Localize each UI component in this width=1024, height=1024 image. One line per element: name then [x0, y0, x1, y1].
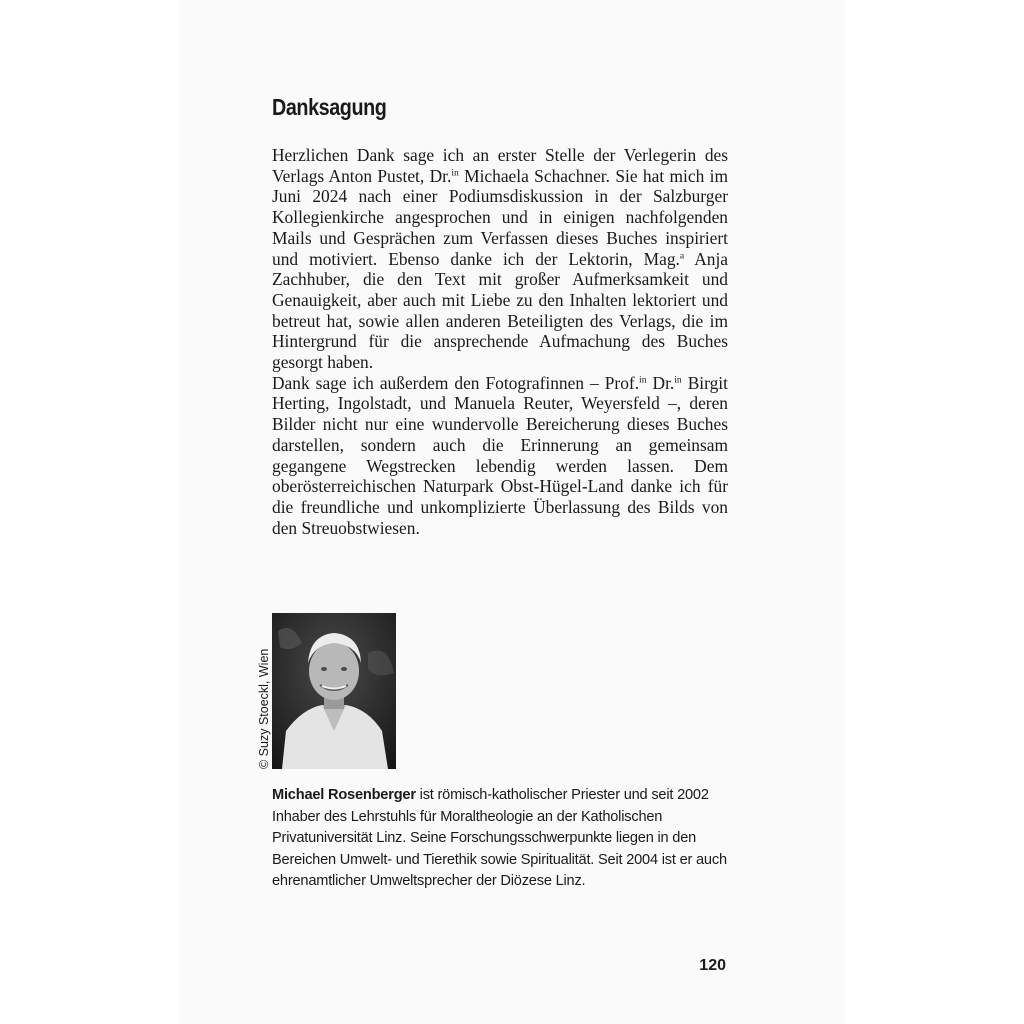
paragraph-2-part-2: Dr. [646, 372, 675, 393]
photo-credit: © Suzy Stoeckl, Wien [257, 648, 271, 769]
superscript: a [679, 249, 685, 261]
superscript: in [639, 374, 647, 386]
acknowledgment-text [272, 145, 728, 538]
paragraph-1-part-3: Anja Zachhuber, die den Text mit großer Aufmerksamkeit und Genauigkeit, aber auch mit Liebe zu den Inhalten lektoriert und betreut hat, sowie allen anderen Beteiligten des Verlags, die im Hintergrund für die ansprechende Aufmachung des Buches gesorgt haben. [272, 248, 728, 373]
paragraph-2-part-1: Dank sage ich außerdem den Fotografinnen – Prof. [272, 372, 640, 393]
superscript: in [451, 167, 459, 179]
author-bio [272, 785, 742, 893]
paragraph-1 [272, 145, 728, 373]
paragraph-2 [272, 373, 728, 539]
page-number: 120 [699, 957, 726, 974]
superscript: in [674, 374, 682, 386]
paragraph-1-part-1: Herzlichen Dank sage ich an erster Stelle der Verlegerin des Verlags Anton Pustet, Dr. [272, 145, 728, 186]
paragraph-1-part-2: Michaela Schachner. Sie hat mich im Juni 2024 nach einer Podiumsdiskussion in der Salzburger Kollegienkirche angesprochen und in einigen nachfolgenden Mails und Gesprächen zum Verfassen dieses Buches inspiriert und motiviert. Ebenso danke ich der Lektorin, Mag. [272, 165, 728, 269]
author-bio-text: ist römisch-katholischer Priester und seit 2002 Inhaber des Lehrstuhls für Moraltheologie an der Katholischen Privatuniversität Linz. Seine Forschungsschwerpunkte liegen in den Bereichen Umwelt- und Tierethik sowie Spiritualität. Seit 2004 ist er auch ehrenamtlicher Umweltsprecher der Diözese Linz. [272, 787, 727, 889]
author-name: Michael Rosenberger [272, 787, 416, 803]
page-heading: Danksagung [272, 94, 387, 120]
paragraph-2-part-3: Birgit Herting, Ingolstadt, und Manuela Reuter, Weyersfeld –, deren Bilder nicht nur eine wundervolle Bereicherung dieses Buches darstellen, sondern auch die Erinnerung an gemeinsam gegangene Wegstrecken lebendig werden lassen. Dem oberösterreichischen Naturpark Obst-Hügel-Land danke ich für die freundliche und unkomplizierte Überlassung des Bilds von den Streuobstwiesen. [272, 372, 728, 538]
author-photo [272, 613, 396, 769]
